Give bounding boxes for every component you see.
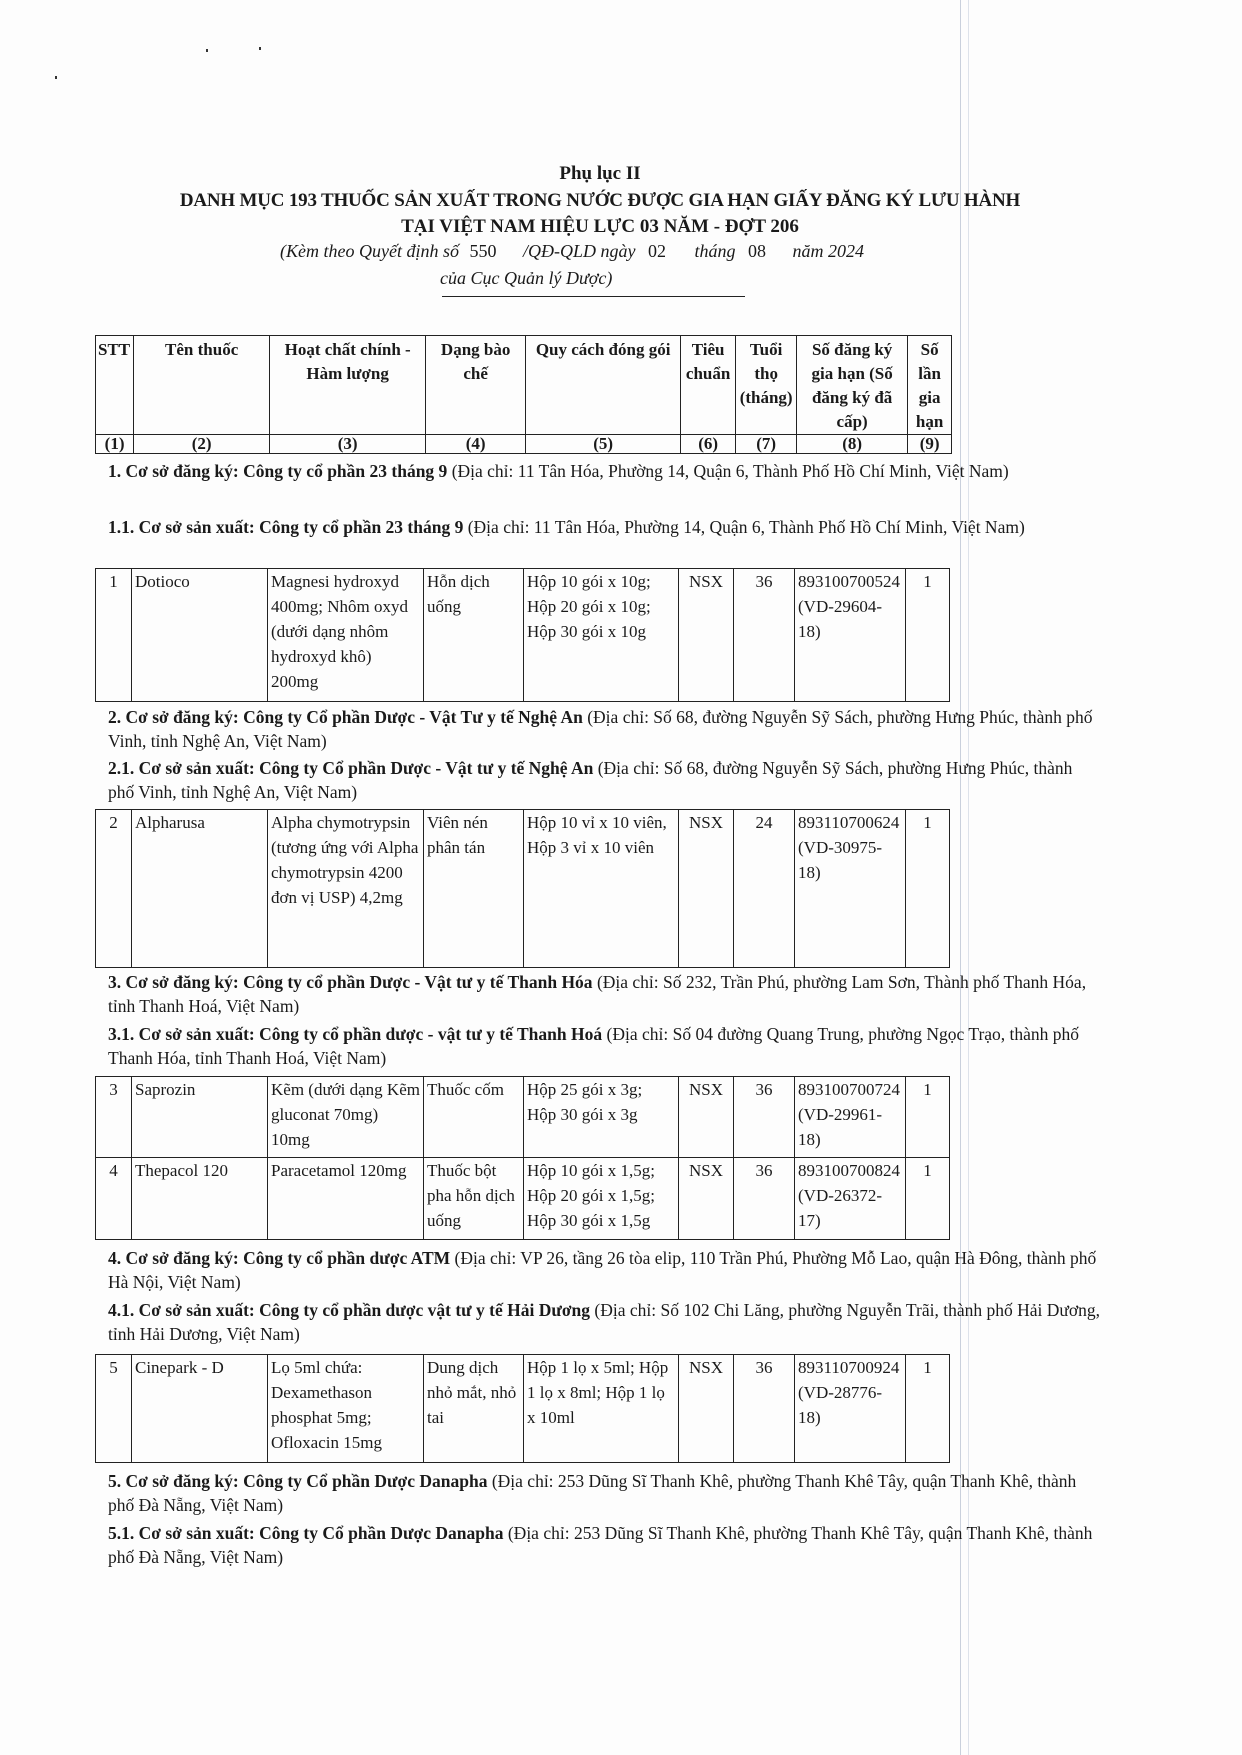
cell-stt: 4 [96,1158,132,1240]
decision-year: năm 2024 [792,241,864,261]
cell-packaging: Hộp 1 lọ x 5ml; Hộp 1 lọ x 8ml; Hộp 1 lọ x 10ml [524,1355,679,1463]
table-row [96,810,950,968]
cell-dosage-form: Thuốc cốm [424,1077,524,1158]
cell-shelf-life: 36 [734,1077,795,1158]
cell-standard: NSX [679,569,734,702]
cell-registration-number: 893110700624 (VD-30975-18) [795,810,906,968]
decision-month-label: tháng [694,241,736,261]
col-header-dosage-form: Dạng bào chế [426,336,526,435]
table-row [96,569,950,702]
col-header-renewal-count: Số lần gia hạn [908,336,952,435]
cell-shelf-life: 36 [734,569,795,702]
manufacturer-2-name: 2.1. Cơ sở sản xuất: Công ty Cổ phần Dược - Vật tư y tế Nghệ An [108,758,594,778]
cell-packaging: Hộp 10 vỉ x 10 viên, Hộp 3 vỉ x 10 viên [524,810,679,968]
registrant-3-address: (Địa chỉ: Số 232, Trần Phú, phường Lam Sơn, Thành phố Thanh Hóa, tỉnh Thanh Hoá, Việt Nam) [108,972,1087,1016]
cell-drug-name: Thepacol 120 [132,1158,268,1240]
cell-dosage-form: Dung dịch nhỏ mắt, nhỏ tai [424,1355,524,1463]
cell-drug-name: Saprozin [132,1077,268,1158]
col-header-packaging: Quy cách đóng gói [526,336,681,435]
registrant-4-name: 4. Cơ sở đăng ký: Công ty cổ phần dược ATM [108,1248,451,1268]
manufacturer-4-address: (Địa chỉ: Số 102 Chi Lăng, phường Nguyễn Trãi, thành phố Hải Dương, tỉnh Hải Dương, Việt Nam) [108,1300,1100,1344]
cell-dosage-form: Hỗn dịch uống [424,569,524,702]
scan-speck [55,76,57,79]
cell-packaging: Hộp 10 gói x 10g; Hộp 20 gói x 10g; Hộp 30 gói x 10g [524,569,679,702]
col-header-stt: STT [96,336,134,435]
registrant-2-address: (Địa chỉ: Số 68, đường Nguyễn Sỹ Sách, phường Hưng Phúc, thành phố Vinh, tỉnh Nghệ An, Việt Nam) [108,707,1093,751]
cell-renewal-count: 1 [906,810,950,968]
decision-code: /QĐ-QLD ngày [522,241,636,261]
manufacturer-2-address: (Địa chỉ: Số 68, đường Nguyễn Sỹ Sách, phường Hưng Phúc, thành phố Vinh, tỉnh Nghệ An, Việt Nam) [108,758,1073,802]
decision-reference [280,241,864,262]
table-row [96,1355,950,1463]
manufacturer-4-name: 4.1. Cơ sở sản xuất: Công ty cổ phần dược vật tư y tế Hải Dương [108,1300,591,1320]
manufacturer-1-address: (Địa chỉ: 11 Tân Hóa, Phường 14, Quận 6, Thành Phố Hồ Chí Minh, Việt Nam) [463,517,1025,537]
manufacturer-1-name: 1.1. Cơ sở sản xuất: Công ty cổ phần 23 tháng 9 [108,517,464,537]
registrant-3-name: 3. Cơ sở đăng ký: Công ty cổ phần Dược - Vật tư y tế Thanh Hóa [108,972,593,992]
registrant-3 [108,970,1103,1018]
registrant-5-address: (Địa chỉ: 253 Dũng Sĩ Thanh Khê, phường Thanh Khê Tây, quận Thanh Khê, thành phố Đà Nẵng, Việt Nam) [108,1471,1077,1515]
drug-table-section-1 [95,568,950,702]
decision-day: 02 [647,241,666,261]
table-row [96,1077,950,1158]
registrant-1-name: 1. Cơ sở đăng ký: Công ty cổ phần 23 tháng 9 [108,461,448,481]
scan-speck [259,47,261,50]
cell-active-ingredient: Alpha chymotrypsin (tương ứng với Alpha chymotrypsin 4200 đơn vị USP) 4,2mg [268,810,424,968]
col-header-drug-name: Tên thuốc [134,336,270,435]
issuing-authority: của Cục Quản lý Dược) [440,268,613,288]
appendix-label: Phụ lục II [559,163,641,184]
cell-renewal-count: 1 [906,1077,950,1158]
col-number: (7) [736,435,797,454]
cell-drug-name: Dotioco [132,569,268,702]
title-underline [442,296,745,297]
decision-prefix: (Kèm theo Quyết định số [280,241,459,261]
cell-registration-number: 893110700924 (VD-28776-18) [795,1355,906,1463]
cell-dosage-form: Viên nén phân tán [424,810,524,968]
cell-active-ingredient: Paracetamol 120mg [268,1158,424,1240]
scan-speck [206,49,208,52]
manufacturer-1 [108,515,1103,539]
document-title-line2: TẠI VIỆT NAM HIỆU LỰC 03 NĂM - ĐỢT 206 [401,216,799,237]
cell-standard: NSX [679,1158,734,1240]
col-number: (3) [270,435,426,454]
registrant-4 [108,1246,1103,1294]
registrant-4-address: (Địa chỉ: VP 26, tầng 26 tòa elip, 110 Trần Phú, Phường Mỗ Lao, quận Hà Đông, thành phố Hà Nội, Việt Nam) [108,1248,1097,1292]
cell-renewal-count: 1 [906,1355,950,1463]
drug-table-section-2 [95,809,950,968]
col-number: (9) [908,435,952,454]
registrant-2-name: 2. Cơ sở đăng ký: Công ty Cổ phần Dược - Vật Tư y tế Nghệ An [108,707,583,727]
cell-registration-number: 893100700524 (VD-29604-18) [795,569,906,702]
col-header-active-ingredient: Hoạt chất chính - Hàm lượng [270,336,426,435]
manufacturer-2 [108,756,1103,804]
registrant-1 [108,459,1103,483]
manufacturer-4 [108,1298,1103,1346]
cell-packaging: Hộp 10 gói x 1,5g; Hộp 20 gói x 1,5g; Hộp 30 gói x 1,5g [524,1158,679,1240]
manufacturer-3-address: (Địa chỉ: Số 04 đường Quang Trung, phường Ngọc Trạo, thành phố Thanh Hóa, tỉnh Thanh Hoá, Việt Nam) [108,1024,1080,1068]
cell-active-ingredient: Magnesi hydroxyd 400mg; Nhôm oxyd (dưới dạng nhôm hydroxyd khô) 200mg [268,569,424,702]
col-header-shelf-life: Tuổi thọ (tháng) [736,336,797,435]
column-number-row [96,435,952,454]
cell-shelf-life: 24 [734,810,795,968]
cell-shelf-life: 36 [734,1355,795,1463]
cell-stt: 1 [96,569,132,702]
cell-active-ingredient: Lọ 5ml chứa: Dexamethason phosphat 5mg; Ofloxacin 15mg [268,1355,424,1463]
cell-drug-name: Alpharusa [132,810,268,968]
manufacturer-5-name: 5.1. Cơ sở sản xuất: Công ty Cổ phần Dược Danapha [108,1523,504,1543]
col-number: (4) [426,435,526,454]
cell-packaging: Hộp 25 gói x 3g; Hộp 30 gói x 3g [524,1077,679,1158]
col-number: (1) [96,435,134,454]
cell-stt: 3 [96,1077,132,1158]
cell-renewal-count: 1 [906,1158,950,1240]
cell-drug-name: Cinepark - D [132,1355,268,1463]
cell-registration-number: 893100700724 (VD-29961-18) [795,1077,906,1158]
drug-table-header [95,335,952,454]
col-number: (5) [526,435,681,454]
col-header-registration-number: Số đăng ký gia hạn (Số đăng ký đã cấp) [797,336,908,435]
registrant-5-name: 5. Cơ sở đăng ký: Công ty Cổ phần Dược Danapha [108,1471,488,1491]
cell-standard: NSX [679,1355,734,1463]
cell-stt: 2 [96,810,132,968]
table-row [96,1158,950,1240]
registrant-2 [108,705,1103,753]
cell-stt: 5 [96,1355,132,1463]
manufacturer-5-address: (Địa chỉ: 253 Dũng Sĩ Thanh Khê, phường Thanh Khê Tây, quận Thanh Khê, thành phố Đà Nẵng, Việt Nam) [108,1523,1093,1567]
manufacturer-3 [108,1022,1103,1070]
registrant-1-address: (Địa chỉ: 11 Tân Hóa, Phường 14, Quận 6, Thành Phố Hồ Chí Minh, Việt Nam) [447,461,1009,481]
cell-dosage-form: Thuốc bột pha hỗn dịch uống [424,1158,524,1240]
registrant-5 [108,1469,1103,1517]
cell-standard: NSX [679,810,734,968]
col-number: (2) [134,435,270,454]
col-number: (6) [681,435,736,454]
manufacturer-5 [108,1521,1103,1569]
drug-table-section-4 [95,1354,950,1463]
col-header-standard: Tiêu chuẩn [681,336,736,435]
cell-standard: NSX [679,1077,734,1158]
cell-shelf-life: 36 [734,1158,795,1240]
cell-renewal-count: 1 [906,569,950,702]
cell-registration-number: 893100700824 (VD-26372-17) [795,1158,906,1240]
manufacturer-3-name: 3.1. Cơ sở sản xuất: Công ty cổ phần dược - vật tư y tế Thanh Hoá [108,1024,603,1044]
cell-active-ingredient: Kẽm (dưới dạng Kẽm gluconat 70mg) 10mg [268,1077,424,1158]
decision-month: 08 [747,241,766,261]
decision-number: 550 [469,241,497,261]
col-number: (8) [797,435,908,454]
column-header-row [96,336,952,435]
document-title-line1: DANH MỤC 193 THUỐC SẢN XUẤT TRONG NƯỚC ĐƯỢC GIA HẠN GIẤY ĐĂNG KÝ LƯU HÀNH [179,190,1021,211]
drug-table-section-3 [95,1076,950,1240]
